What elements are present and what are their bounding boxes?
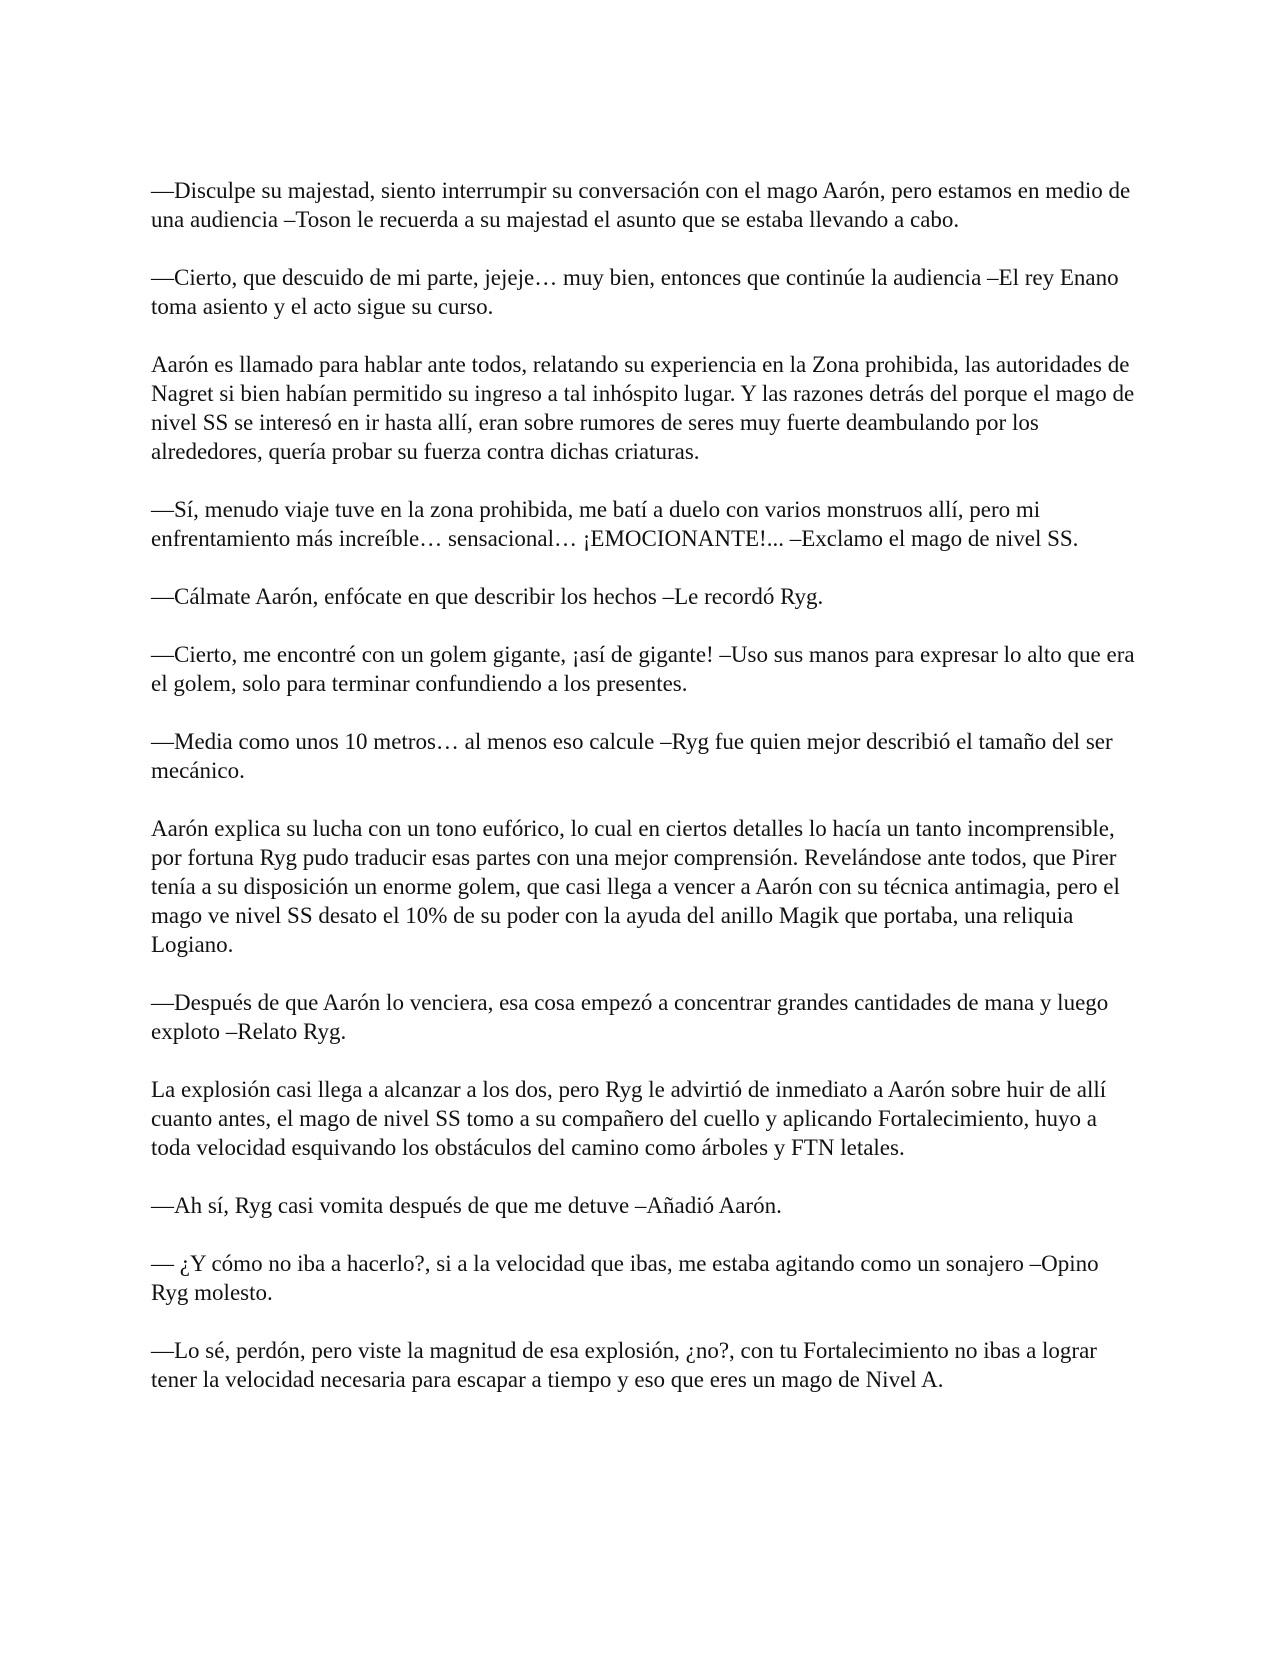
paragraph: Aarón explica su lucha con un tono eufórico, lo cual en ciertos detalles lo hacía un tanto incomprensible, por fortuna Ryg pudo traducir esas partes con una mejor comprensión. Revelándose ante todos, que Pirer tenía a su disposición un enorme golem, que casi llega a vencer a Aarón con su técnica antimagia, pero el mago ve nivel SS desato el 10% de su poder con la ayuda del anillo Magik que portaba, una reliquia Logiano. — [151, 816, 1120, 957]
paragraph: —Cálmate Aarón, enfócate en que describir los hechos –Le recordó Ryg. — [151, 584, 824, 609]
paragraph: —Después de que Aarón lo venciera, esa cosa empezó a concentrar grandes cantidades de mana y luego exploto –Relato Ryg. — [151, 990, 1109, 1044]
paragraph: —Media como unos 10 metros… al menos eso calcule –Ryg fue quien mejor describió el tamaño del ser mecánico. — [151, 729, 1113, 783]
paragraph: —Sí, menudo viaje tuve en la zona prohibida, me batí a duelo con varios monstruos allí, pero mi enfrentamiento más increíble… sensacional… ¡EMOCIONANTE!... –Exclamo el mago de nivel SS. — [151, 497, 1079, 551]
paragraph: —Cierto, que descuido de mi parte, jejeje… muy bien, entonces que continúe la audiencia –El rey Enano toma asiento y el acto sigue su curso. — [151, 265, 1119, 319]
paragraph: Aarón es llamado para hablar ante todos, relatando su experiencia en la Zona prohibida, las autoridades de Nagret si bien habían permitido su ingreso a tal inhóspito lugar. Y las razones detrás del porque el mago de nivel SS se interesó en ir hasta allí, eran sobre rumores de seres muy fuerte deambulando por los alrededores, quería probar su fuerza contra dichas criaturas. — [151, 352, 1135, 464]
paragraph: —Cierto, me encontré con un golem gigante, ¡así de gigante! –Uso sus manos para expresar lo alto que era el golem, solo para terminar confundiendo a los presentes. — [151, 642, 1135, 696]
paragraph: —Lo sé, perdón, pero viste la magnitud de esa explosión, ¿no?, con tu Fortalecimiento no ibas a lograr tener la velocidad necesaria para escapar a tiempo y eso que eres un mago de Nivel A. — [151, 1338, 1097, 1392]
paragraph: —Disculpe su majestad, siento interrumpir su conversación con el mago Aarón, pero estamos en medio de una audiencia –Toson le recuerda a su majestad el asunto que se estaba llevando a cabo. — [151, 178, 1131, 232]
paragraph: —Ah sí, Ryg casi vomita después de que me detuve –Añadió Aarón. — [151, 1193, 782, 1218]
paragraph: La explosión casi llega a alcanzar a los dos, pero Ryg le advirtió de inmediato a Aarón sobre huir de allí cuanto antes, el mago de nivel SS tomo a su compañero del cuello y aplicando Fortalecimiento, huyo a toda velocidad esquivando los obstáculos del camino como árboles y FTN letales. — [151, 1077, 1107, 1160]
document-body — [151, 176, 1136, 1394]
paragraph: — ¿Y cómo no iba a hacerlo?, si a la velocidad que ibas, me estaba agitando como un sonajero –Opino Ryg molesto. — [151, 1251, 1099, 1305]
